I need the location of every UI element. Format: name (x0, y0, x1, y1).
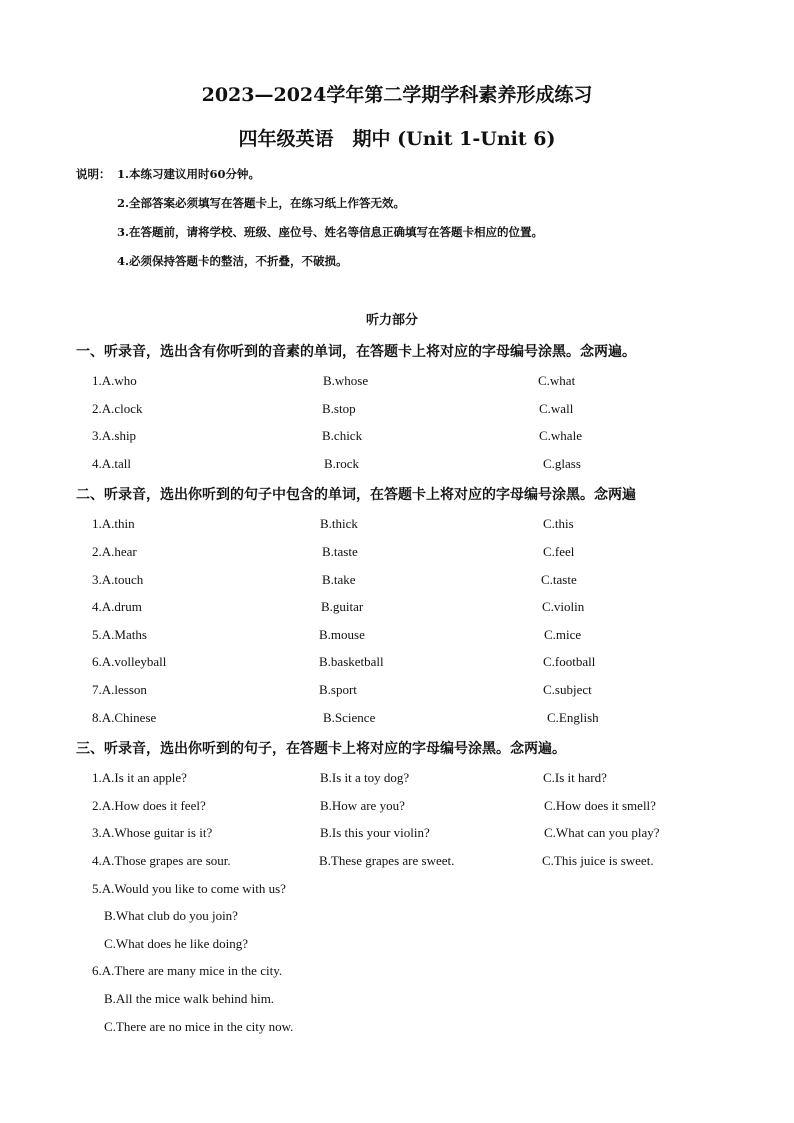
option-c: C.subject (543, 682, 592, 697)
option-c: C.How does it smell? (544, 798, 656, 813)
option-b: B.take (322, 572, 356, 587)
option-a: 3.A.touch (92, 572, 144, 587)
question-line: 6.A.There are many mice in the city. (92, 963, 283, 978)
option-b: B.taste (322, 544, 358, 559)
option-c: C.glass (543, 456, 581, 471)
exam-subtitle: 四年级英语 期中 (Unit 1-Unit 6) (238, 128, 556, 150)
option-a: 8.A.Chinese (92, 710, 157, 725)
question-line: B.What club do you join? (104, 908, 238, 923)
option-a: 2.A.hear (92, 544, 137, 559)
option-a: 2.A.clock (92, 401, 143, 416)
listening-heading: 听力部分 (366, 313, 419, 328)
option-a: 1.A.who (92, 373, 137, 388)
option-a: 3.A.ship (92, 428, 137, 443)
section2-heading: 二、听录音，选出你听到的句子中包含的单词，在答题卡上将对应的字母编号涂黑。念两遍 (76, 487, 636, 503)
option-b: B.mouse (319, 627, 365, 642)
option-c: C.what (538, 373, 576, 388)
option-a: 1.A.thin (92, 516, 135, 531)
option-b: B.chick (322, 428, 363, 443)
option-c: C.taste (541, 572, 577, 587)
option-c: C.This juice is sweet. (542, 853, 654, 868)
option-b: B.rock (324, 456, 360, 471)
instructions-label: 说明： (76, 167, 111, 181)
option-c: C.wall (539, 401, 574, 416)
option-b: B.Is it a toy dog? (320, 770, 410, 785)
option-a: 4.A.tall (92, 456, 131, 471)
option-c: C.feel (543, 544, 575, 559)
option-a: 6.A.volleyball (92, 654, 167, 669)
section3-heading: 三、听录音，选出你听到的句子，在答题卡上将对应的字母编号涂黑。念两遍。 (76, 741, 566, 757)
option-a: 1.A.Is it an apple? (92, 770, 187, 785)
option-b: B.How are you? (320, 798, 405, 813)
option-c: C.football (543, 654, 596, 669)
section1-heading: 一、听录音，选出含有你听到的音素的单词，在答题卡上将对应的字母编号涂黑。念两遍。 (76, 344, 636, 360)
instruction-item: 1.本练习建议用时60分钟。 (117, 167, 261, 181)
option-c: C.English (547, 710, 599, 725)
option-c: C.this (543, 516, 574, 531)
option-b: B.whose (323, 373, 369, 388)
exam-title: 2023—2024学年第二学期学科素养形成练习 (201, 84, 593, 106)
question-line: 5.A.Would you like to come with us? (92, 881, 286, 896)
option-a: 3.A.Whose guitar is it? (92, 825, 213, 840)
option-c: C.whale (539, 428, 582, 443)
option-b: B.thick (320, 516, 358, 531)
question-line: C.There are no mice in the city now. (104, 1019, 294, 1034)
instruction-item: 3.在答题前，请将学校、班级、座位号、姓名等信息正确填写在答题卡相应的位置。 (117, 225, 544, 239)
option-a: 2.A.How does it feel? (92, 798, 206, 813)
option-a: 7.A.lesson (92, 682, 147, 697)
option-c: C.Is it hard? (543, 770, 607, 785)
option-b: B.Is this your violin? (320, 825, 430, 840)
option-c: C.mice (544, 627, 582, 642)
option-b: B.stop (322, 401, 356, 416)
option-a: 4.A.Those grapes are sour. (92, 853, 231, 868)
option-b: B.basketball (319, 654, 384, 669)
option-b: B.sport (319, 682, 357, 697)
instruction-item: 4.必须保持答题卡的整洁，不折叠，不破损。 (117, 254, 348, 268)
option-a: 4.A.drum (92, 599, 142, 614)
question-line: C.What does he like doing? (104, 936, 249, 951)
instruction-item: 2.全部答案必须填写在答题卡上，在练习纸上作答无效。 (117, 196, 406, 210)
option-b: B.These grapes are sweet. (319, 853, 455, 868)
question-line: B.All the mice walk behind him. (104, 991, 275, 1006)
option-c: C.violin (542, 599, 585, 614)
option-b: B.Science (323, 710, 376, 725)
option-b: B.guitar (321, 599, 364, 614)
option-c: C.What can you play? (544, 825, 660, 840)
option-a: 5.A.Maths (92, 627, 147, 642)
